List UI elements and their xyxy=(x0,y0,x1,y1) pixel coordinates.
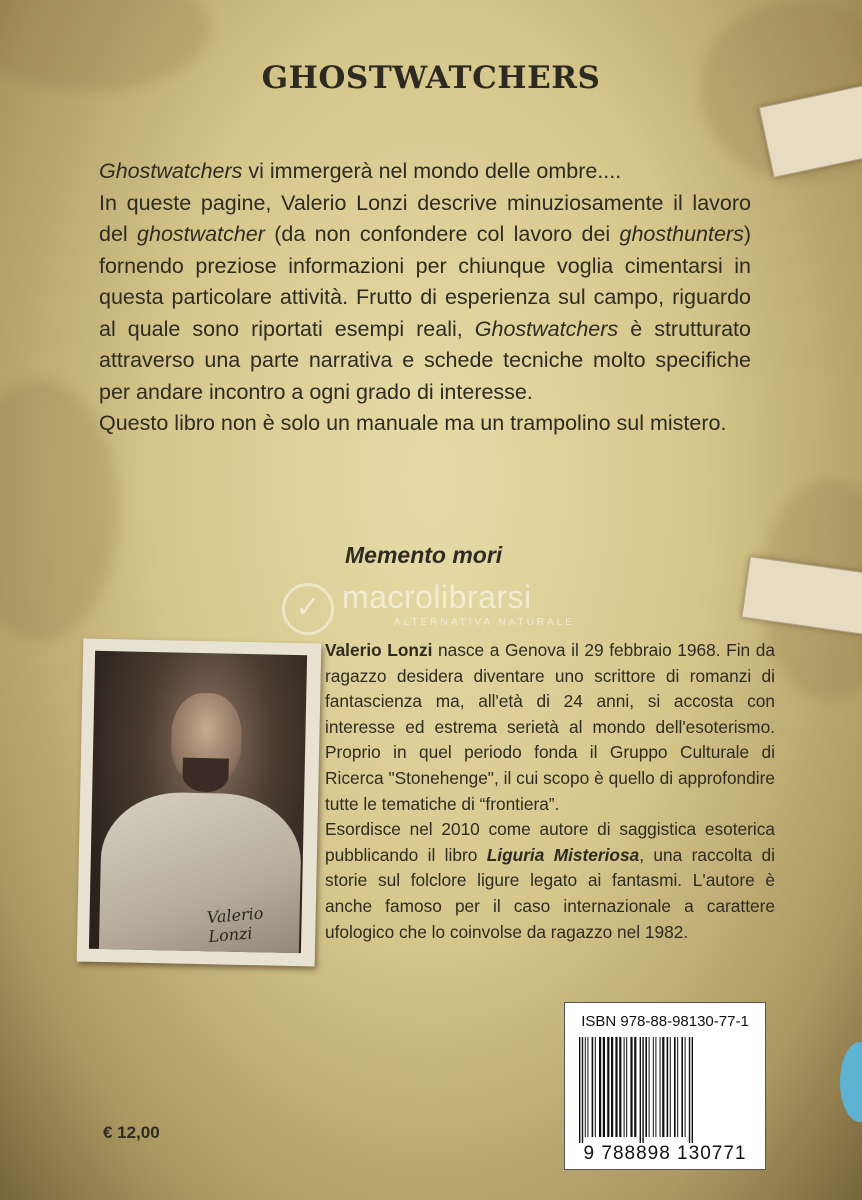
watermark-tagline: ALTERNATIVA NATURALE xyxy=(394,617,575,628)
barcode-bars xyxy=(577,1037,753,1143)
author-photo xyxy=(77,639,322,967)
author-bio xyxy=(325,638,775,945)
text-segment: ghosthunters xyxy=(619,222,744,246)
barcode-bar xyxy=(585,1037,586,1137)
barcode-bar xyxy=(603,1037,605,1137)
subtitle: Memento mori xyxy=(345,542,503,568)
text-segment: , una raccolta di storie sul folclore ligure legato ai fantasmi. L'autore è anche famoso per il caso internazionale a carattere ufologico che lo coinvolse da ragazzo nel 1982. xyxy=(325,844,775,942)
barcode-bar xyxy=(692,1037,693,1143)
barcode-bar xyxy=(660,1037,661,1137)
barcode-bar xyxy=(640,1037,641,1143)
barcode-bar xyxy=(649,1037,650,1137)
barcode-bar xyxy=(634,1037,636,1137)
author-signature: Valerio Lonzi xyxy=(206,903,265,947)
text-segment: ghostwatcher xyxy=(137,222,265,246)
price: € 12,00 xyxy=(103,1123,160,1142)
isbn-label: ISBN 978-88-98130-77-1 xyxy=(581,1013,749,1030)
barcode-bar xyxy=(689,1037,690,1143)
text-segment: Ghostwatchers xyxy=(474,316,619,341)
checkmark-icon: ✓ xyxy=(282,583,334,635)
watermark-name: macrolibrarsi xyxy=(342,579,532,615)
barcode-bar xyxy=(681,1037,683,1137)
text-segment: In queste pagine, Valerio Lonzi descrive minuziosamente il lavoro del xyxy=(99,190,751,246)
description-paragraph xyxy=(99,408,751,440)
barcode-bar xyxy=(642,1037,643,1143)
barcode-bar xyxy=(595,1037,596,1137)
barcode-bar xyxy=(624,1037,625,1137)
barcode-bar xyxy=(662,1037,664,1137)
decorative-shape xyxy=(840,1042,862,1122)
barcode-bar xyxy=(587,1037,588,1137)
description-paragraph xyxy=(99,156,751,188)
barcode-bar xyxy=(579,1037,580,1143)
barcode-bar xyxy=(619,1037,621,1137)
text-segment: ) fornendo preziose informazioni per chiunque voglia cimentarsi in questa particolare attività. Frutto di esperienza sul campo, riguardo al quale sono riportati esempi reali, xyxy=(99,222,751,341)
barcode-bar xyxy=(630,1037,632,1137)
description-paragraph xyxy=(99,188,751,409)
barcode-bar xyxy=(655,1037,656,1137)
barcode-bar xyxy=(611,1037,613,1137)
text-segment: (da non confondere col lavoro dei xyxy=(264,222,620,246)
barcode-bar xyxy=(645,1037,647,1137)
watermark-logo xyxy=(282,575,582,635)
barcode-bar xyxy=(592,1037,594,1137)
text-segment: Questo libro non è solo un manuale ma un trampolino sul mistero. xyxy=(99,411,727,435)
text-segment: nasce a Genova il 29 febbraio 1968. Fin da ragazzo desidera diventare uno scrittore di romanzi di fantascienza ma, all'età di 24 anni, si accosta con interesse ed estrema serietà al mondo dell'esoterismo. Proprio in quel periodo fonda il Gruppo Culturale di Ricerca "Stonehenge", il cui scopo è quello di approfondire tutte le tematiche di “frontiera”. xyxy=(325,640,775,814)
barcode-bar xyxy=(582,1037,583,1143)
bio-paragraph xyxy=(325,817,775,945)
barcode-bar xyxy=(607,1037,609,1137)
barcode-bar xyxy=(615,1037,617,1137)
book-title: GHOSTWATCHERS xyxy=(261,60,601,96)
barcode-bar xyxy=(685,1037,686,1137)
text-segment: è strutturato attraverso una parte narrativa e schede tecniche molto specifiche per andare incontro a ogni grado di interesse. xyxy=(99,316,751,404)
barcode-bar xyxy=(667,1037,669,1137)
bio-paragraph xyxy=(325,638,775,817)
text-segment: vi immergerà nel mondo delle ombre.... xyxy=(242,159,622,183)
barcode-number: 9 788898 130771 xyxy=(583,1143,747,1164)
barcode-bar xyxy=(653,1037,654,1137)
text-segment: Esordisce nel 2010 come autore di saggistica esoterica pubblicando il libro xyxy=(325,819,775,865)
barcode-bar xyxy=(670,1037,671,1137)
barcode-bar xyxy=(626,1037,627,1137)
text-segment: Ghostwatchers xyxy=(99,159,243,183)
barcode-bar xyxy=(674,1037,676,1137)
barcode-bar xyxy=(599,1037,601,1137)
barcode xyxy=(564,1002,766,1170)
text-segment: Valerio Lonzi xyxy=(325,640,433,660)
book-description xyxy=(99,156,751,440)
text-segment: Liguria Misteriosa xyxy=(486,844,640,865)
barcode-bar xyxy=(677,1037,678,1137)
author-portrait-icon xyxy=(89,651,307,953)
